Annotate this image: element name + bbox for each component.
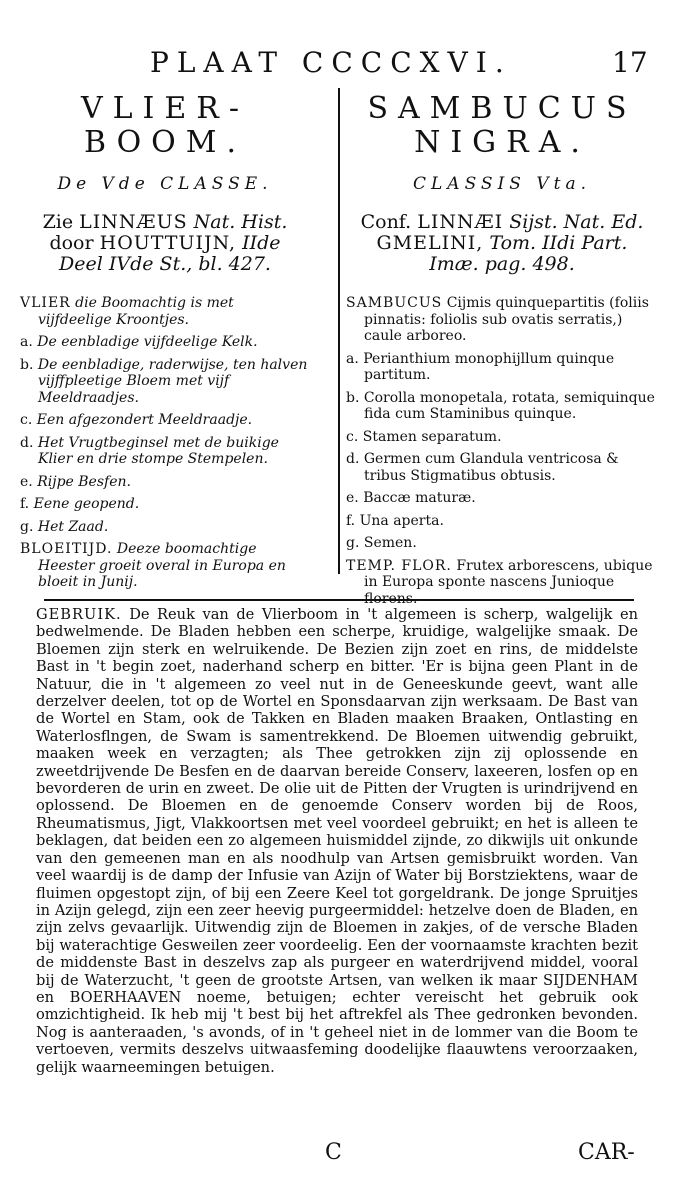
dutch-descriptions bbox=[20, 295, 310, 591]
dutch-item-label: VLIER bbox=[20, 295, 71, 311]
usage-paragraph bbox=[36, 606, 638, 1076]
usage-text: De Reuk van de Vlierboom in 't algemeen is scherp, walgelijk en bedwelmende. De Bladen hebben een scherpe, kruidige, walgelijke smaak. De Bloemen zijn sterk en welruikende. De Bezien zijn zoet en rins, de middelste Bast in 't begin zoet, naderhand scherp en bitter. 'Er is bijna geen Plant in de Natuur, die in 't algemeen zo veel nut in de Geneeskunde geevt, want alle derzelver deelen, tot op de Wortel en Sponsdaarvan zijn werksaam. De Bast van de Wortel en Stam, ook de Takken en Bladen maaken Braaken, Ontlasting en Waterlosflngen, de Swam is samentrekkend. De Bloemen uitwendig gebruikt, maaken week en verzagten; als Thee getrokken zijn zij oplossende en zweetdrijvende De Besfen en de daarvan bereide Conserv, laxeeren, losfen op en bevorderen de urin en zweet. De olie uit de Pitten der Vrugten is urindrijvend en oplossend. De Bloemen en de genoemde Conserv worden bij de Roos, Rheumatismus, Jigt, Vlakkoortsen met veel voordeel gebruikt; en het is alleen te beklagen, dat beiden een zo algemeen huismiddel zijnde, zo dikwijls uit onkunde van den gemeenen man en als noodhulp van Artsen gemisbruikt worden. Van veel waardij is de damp der Infusie van Azijn of Water bij Borstziektens, waar de fluimen opgestopt zijn, of bij een Zeere Keel tot gorgeldrank. De jonge Spruitjes in Azijn gelegd, zijn een zeer heevig purgeermiddel: hetzelve doen de Bladen, en zijn zelvs gevaarlijk. Uitwendig zijn de Bloemen in zakjes, of de versche Bladen bij waterachtige Gesweilen zeer voordeelig. Een der voornaamste krachten bezit de middenste Bast in deszelvs zap als purgeer en waterdrijvend middel, vooral bij de Waterzucht, 't geen de grootste Artsen, van welken ik maar SIJDENHAM en BOERHAAVEN noeme, betuigen; echter vereischt het gebruik ook omzichtigheid. Ik heb mij 't best bij het aftrekfel als Thee gedronken bevonden. Nog is aanteraaden, 's avonds, of in 't geheel niet in de lommer van die Boom te vertoeven, vermits deszelvs uitwaasfeming doodelijke flaauwtens veroorzaaken, gelijk waarneemingen betuigen. bbox=[36, 606, 639, 1076]
latin-item bbox=[346, 451, 658, 484]
dutch-item bbox=[20, 357, 310, 407]
latin-item bbox=[346, 295, 658, 345]
latin-title-line1: SAMBUCUS bbox=[367, 91, 637, 126]
dutch-item bbox=[20, 334, 310, 351]
dutch-item-text: Een afgezondert Meeldraadje. bbox=[36, 412, 253, 428]
ref-part: IIde bbox=[242, 232, 281, 254]
latin-title-line2: NIGRA. bbox=[414, 125, 590, 160]
ref-volume: Deel IVde St., bl. 427. bbox=[59, 253, 271, 275]
latin-item bbox=[346, 390, 658, 423]
dutch-title bbox=[20, 92, 310, 160]
latin-item-text: Frutex arborescens, ubique in Europa sponte nascens Junioque bbox=[364, 557, 653, 590]
dutch-item bbox=[20, 474, 310, 491]
page-number: 17 bbox=[612, 46, 648, 79]
ref-word: Conf. bbox=[360, 211, 412, 233]
dutch-item bbox=[20, 435, 310, 468]
dutch-item-label: BLOEITIJD. bbox=[20, 541, 113, 557]
latin-item bbox=[346, 535, 658, 552]
ref-part: Tom. IIdi Part. bbox=[489, 232, 628, 254]
latin-item-label: g. bbox=[346, 535, 360, 551]
latin-item-label: b. bbox=[346, 389, 360, 406]
dutch-item bbox=[20, 519, 310, 536]
latin-classis: CLASSIS Vta. bbox=[413, 174, 591, 194]
latin-item-text: Cijmis quinquepartitis (foliis pinnatis: foliolis sub ovatis serratis,) caule arboreo. bbox=[364, 295, 649, 344]
dutch-item-label: a. bbox=[20, 334, 33, 350]
latin-item-label: d. bbox=[346, 451, 360, 467]
ref-word: Zie bbox=[42, 211, 74, 233]
latin-item-text: Germen cum Glandula ventricosa & tribus Stigmatibus obtusis. bbox=[363, 451, 619, 484]
dutch-item-label: c. bbox=[20, 412, 33, 428]
dutch-title-line2: BOOM. bbox=[83, 125, 247, 160]
latin-item-label: a. bbox=[346, 350, 359, 367]
dutch-item-text: Deeze boomachtige Heester groeit overal in Europa en bloeit in Junij. bbox=[38, 541, 286, 590]
dutch-classe: De Vde CLASSE. bbox=[57, 174, 273, 194]
dutch-item-label: b. bbox=[20, 356, 34, 373]
latin-item bbox=[346, 351, 658, 384]
dutch-item bbox=[20, 412, 310, 429]
latin-item-text: Stamen separatum. bbox=[362, 428, 502, 445]
latin-reference bbox=[346, 212, 658, 275]
latin-column bbox=[346, 92, 658, 613]
latin-item-label: SAMBUCUS bbox=[346, 295, 443, 311]
horizontal-rule bbox=[44, 599, 634, 601]
catchword: CAR- bbox=[578, 1140, 635, 1165]
dutch-title-line1: VLIER- bbox=[80, 91, 250, 126]
latin-item-label: f. bbox=[346, 512, 356, 529]
dutch-item-text: De eenbladige, raderwijse, ten halven vijffpleetige Bloem met vijf Meeldraadjes. bbox=[37, 356, 308, 406]
latin-item bbox=[346, 429, 658, 446]
latin-item-text: Perianthium monophijllum quinque partitum. bbox=[363, 350, 615, 383]
dutch-item-label: e. bbox=[20, 473, 33, 490]
column-divider bbox=[338, 88, 340, 574]
dutch-item-text: die Boomachtig is met vijfdeelige Kroontjes. bbox=[38, 295, 234, 328]
latin-item-text: Semen. bbox=[363, 535, 417, 551]
latin-item bbox=[346, 513, 658, 530]
plate-heading: PLAAT CCCCXVI. bbox=[150, 46, 512, 79]
dutch-column bbox=[20, 92, 310, 597]
usage-label: GEBRUIK. bbox=[36, 606, 122, 623]
dutch-item-label: f. bbox=[20, 496, 30, 512]
ref-author: GMELINI, bbox=[376, 232, 484, 254]
dutch-item bbox=[20, 295, 310, 328]
latin-descriptions bbox=[346, 295, 658, 607]
ref-author: LINNÆI bbox=[417, 211, 504, 233]
ref-author: LINNÆUS bbox=[79, 211, 188, 233]
latin-item-label: c. bbox=[346, 428, 359, 445]
dutch-reference bbox=[20, 212, 310, 275]
ref-work: Sijst. Nat. Ed. bbox=[509, 211, 644, 233]
latin-title bbox=[346, 92, 658, 160]
dutch-item-text: Eene geopend. bbox=[33, 496, 140, 512]
signature-mark: C bbox=[325, 1140, 342, 1165]
ref-work: Nat. Hist. bbox=[193, 211, 288, 233]
dutch-item-text: Het Zaad. bbox=[37, 518, 109, 535]
latin-item-label: TEMP. FLOR. bbox=[346, 557, 452, 574]
dutch-item-text: Het Vrugtbeginsel met de buikige Klier en drie stompe Stempelen. bbox=[37, 434, 279, 467]
ref-word: door bbox=[49, 232, 94, 254]
dutch-item-label: g. bbox=[20, 518, 34, 535]
latin-item-text: Baccæ maturæ. bbox=[363, 490, 476, 506]
dutch-item-text: Rijpe Besfen. bbox=[37, 473, 131, 490]
latin-item-text: Una aperta. bbox=[359, 512, 444, 529]
ref-author: HOUTTUIJN, bbox=[99, 232, 237, 254]
dutch-item bbox=[20, 541, 310, 591]
latin-item-label: e. bbox=[346, 490, 359, 506]
dutch-item-label: d. bbox=[20, 434, 34, 451]
dutch-item bbox=[20, 496, 310, 513]
dutch-item-text: De eenbladige vijfdeelige Kelk. bbox=[37, 334, 258, 350]
latin-item-text: Corolla monopetala, rotata, semiquinque fida cum Staminibus quinque. bbox=[363, 389, 655, 422]
latin-item bbox=[346, 490, 658, 507]
ref-page: Imæ. pag. 498. bbox=[429, 253, 575, 275]
